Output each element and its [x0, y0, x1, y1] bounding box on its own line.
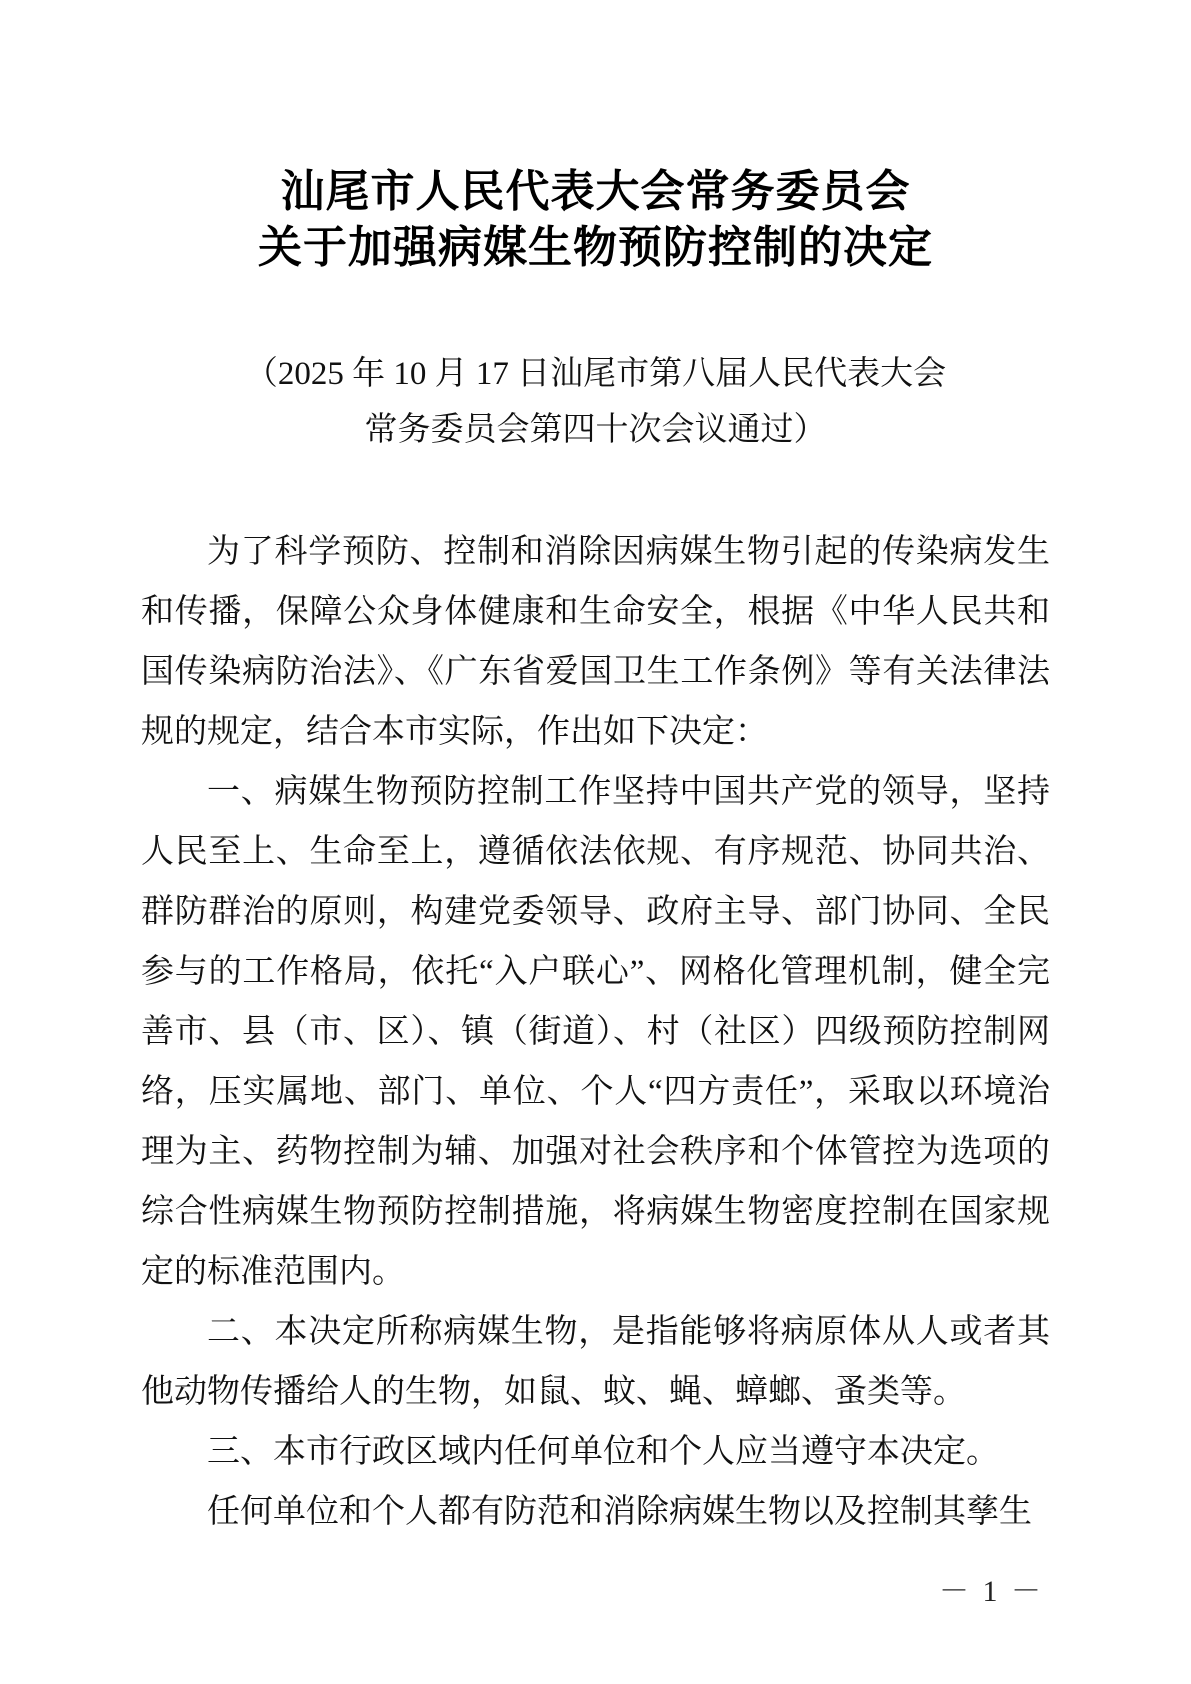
document-title-line-2: 关于加强病媒生物预防控制的决定 — [258, 223, 933, 272]
adoption-note-line-1: （2025 年 10 月 17 日汕尾市第八届人民代表大会 — [244, 356, 947, 392]
adoption-note-line-2: 常务委员会第四十次会议通过） — [364, 412, 827, 448]
adoption-note — [141, 346, 1050, 458]
document-body — [141, 522, 1050, 1542]
paragraph-article-2: 二、本决定所称病媒生物，是指能够将病原体从人或者其他动物传播给人的生物，如鼠、蚊、蝇、蟑螂、蚤类等。 — [141, 1314, 1050, 1410]
paragraph-preamble: 为了科学预防、控制和消除因病媒生物引起的传染病发生和传播，保障公众身体健康和生命安全，根据《中华人民共和国传染病防治法》、《广东省爱国卫生工作条例》等有关法律法规的规定，结合本市实际，作出如下决定： — [141, 534, 1050, 750]
document-title-line-1: 汕尾市人民代表大会常务委员会 — [280, 167, 911, 216]
paragraph-article-3-continuation: 任何单位和个人都有防范和消除病媒生物以及控制其孳生 — [207, 1494, 1032, 1530]
paragraph-article-1: 一、病媒生物预防控制工作坚持中国共产党的领导，坚持人民至上、生命至上，遵循依法依规、有序规范、协同共治、群防群治的原则，构建党委领导、政府主导、部门协同、全民参与的工作格局，依托“入户联心”、网格化管理机制，健全完善市、县（市、区）、镇（街道）、村（社区）四级预防控制网络，压实属地、部门、单位、个人“四方责任”，采取以环境治理为主、药物控制为辅、加强对社会秩序和个体管控为选项的综合性病媒生物预防控制措施，将病媒生物密度控制在国家规定的标准范围内。 — [141, 774, 1050, 1290]
document-title — [141, 164, 1050, 276]
paragraph-article-3: 三、本市行政区域内任何单位和个人应当遵守本决定。 — [207, 1434, 999, 1470]
page-number: － 1 － — [939, 1575, 1044, 1608]
